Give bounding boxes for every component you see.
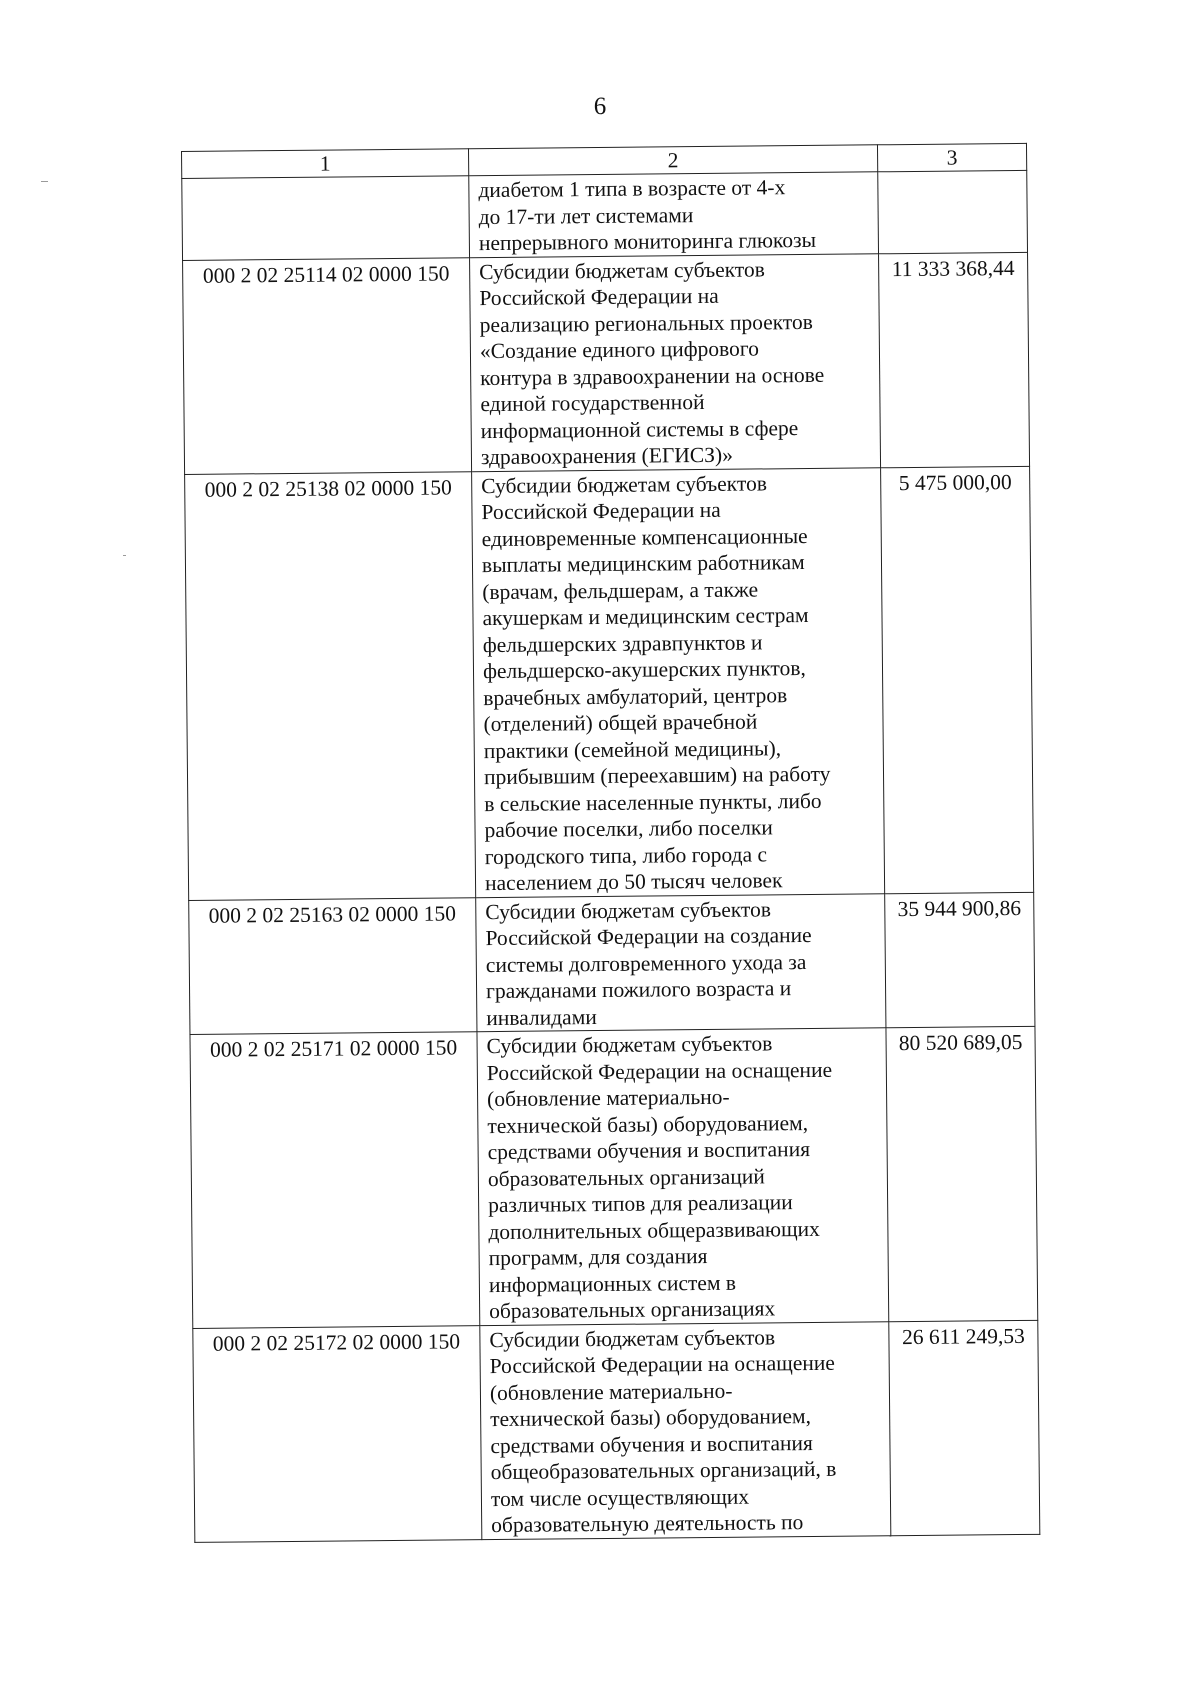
description-line: дополнительных общеразвивающих [488, 1216, 820, 1244]
description-line: (обновление материально- [489, 1378, 733, 1405]
description-line: Субсидии бюджетам субъектов [486, 1031, 773, 1059]
description-line: инвалидами [486, 1004, 597, 1030]
header-col-3: 3 [877, 143, 1026, 171]
description-cell [476, 893, 886, 1031]
table-row [189, 892, 1035, 1035]
description-line: фельдшерских здравпунктов и [482, 629, 763, 657]
description-line: «Создание единого цифрового [479, 336, 760, 364]
header-col-1: 1 [182, 149, 469, 179]
amount-cell: 35 944 900,86 [885, 892, 1035, 1028]
amount-cell [878, 170, 1028, 253]
description-line: различных типов для реализации [488, 1190, 793, 1218]
description-line: врачебных амбулаторий, центров [483, 682, 788, 710]
description-line: городского типа, либо города с [484, 841, 768, 869]
description-line: Субсидии бюджетам субъектов [489, 1324, 776, 1352]
description-line: технической базы) оборудованием, [487, 1110, 809, 1138]
income-code-cell: 000 2 02 25172 02 0000 150 [193, 1325, 482, 1542]
description-line: общеобразовательных организаций, в [490, 1456, 837, 1485]
page-number: 6 [593, 93, 607, 120]
description-line: (врачам, фельдшерам, а также [482, 576, 759, 604]
description-line: том числе осуществляющих [490, 1484, 750, 1511]
scan-mark-middle [123, 555, 126, 556]
description-line: рабочие поселки, либо поселки [484, 815, 773, 843]
amount-cell: 80 520 689,05 [886, 1026, 1038, 1321]
description-line: Субсидии бюджетам субъектов [481, 470, 768, 498]
table-row [183, 252, 1030, 474]
description-line: программ, для создания [488, 1243, 708, 1271]
income-code-cell [182, 176, 470, 260]
table-row [190, 1026, 1038, 1328]
description-cell [469, 172, 879, 257]
description-line: фельдшерско-акушерских пунктов, [482, 656, 806, 684]
description-line: образовательных организациях [489, 1296, 776, 1324]
description-line: единой государственной [480, 389, 705, 417]
description-line: непрерывного мониторинга глюкозы [478, 227, 817, 256]
description-line: Российской Федерации на [479, 283, 719, 311]
description-line: системы долговременного ухода за [485, 949, 807, 977]
description-line: Российской Федерации на создание [485, 922, 812, 951]
description-line: выплаты медицинским работникам [481, 550, 805, 578]
description-line: Российской Федерации на оснащение [489, 1350, 835, 1379]
scan-mark-top [41, 181, 48, 182]
description-line: (отделений) общей врачебной [483, 709, 758, 737]
description-line: Субсидии бюджетам субъектов [485, 896, 772, 924]
description-line: контура в здравоохранении на основе [480, 362, 825, 390]
description-line: Субсидии бюджетам субъектов [479, 256, 765, 284]
description-cell [477, 1028, 889, 1325]
description-line: диабетом 1 типа в возрасте от 4-х [478, 175, 786, 203]
description-line: технической базы) оборудованием, [490, 1404, 812, 1432]
description-line: информационной системы в сфере [480, 415, 799, 443]
description-line: прибывшим (переехавшим) на работу [483, 761, 831, 790]
description-cell [480, 1321, 891, 1539]
income-code-cell: 000 2 02 25138 02 0000 150 [185, 471, 476, 900]
description-line: Российской Федерации на оснащение [486, 1057, 833, 1085]
description-line: реализацию региональных проектов [479, 309, 813, 337]
amount-cell: 5 475 000,00 [881, 466, 1034, 893]
budget-table [181, 143, 1040, 1543]
description-cell [472, 467, 885, 897]
description-line: гражданами пожилого возраста и [485, 976, 792, 1004]
description-line: образовательных организаций [487, 1163, 765, 1191]
description-line: населением до 50 тысяч человек [484, 868, 783, 896]
table-row [193, 1320, 1040, 1542]
amount-cell: 26 611 249,53 [889, 1320, 1040, 1535]
description-line: информационных систем в [488, 1270, 737, 1297]
description-line: здравоохранения (ЕГИСЗ)» [480, 442, 734, 470]
income-code-cell: 000 2 02 25171 02 0000 150 [190, 1032, 480, 1328]
description-line: образовательную деятельность по [491, 1510, 804, 1538]
table-row [185, 466, 1034, 900]
description-line: до 17-ти лет системами [478, 202, 694, 229]
description-line: практики (семейной медицины), [483, 735, 782, 763]
description-cell [470, 253, 881, 471]
amount-cell: 11 333 368,44 [879, 252, 1030, 467]
income-code-cell: 000 2 02 25163 02 0000 150 [189, 897, 477, 1034]
description-line: в сельские населенные пункты, либо [484, 788, 822, 816]
income-code-cell: 000 2 02 25114 02 0000 150 [183, 257, 472, 474]
description-line: единовременные компенсационные [481, 523, 808, 551]
table-row [182, 170, 1028, 260]
description-line: средствами обучения и воспитания [487, 1137, 811, 1165]
description-line: акушеркам и медицинским сестрам [482, 602, 809, 631]
description-line: средствами обучения и воспитания [490, 1430, 813, 1458]
table-body [182, 143, 1040, 1542]
description-line: (обновление материально- [486, 1084, 730, 1112]
header-col-2: 2 [468, 145, 877, 176]
description-line: Российской Федерации на [481, 497, 721, 525]
